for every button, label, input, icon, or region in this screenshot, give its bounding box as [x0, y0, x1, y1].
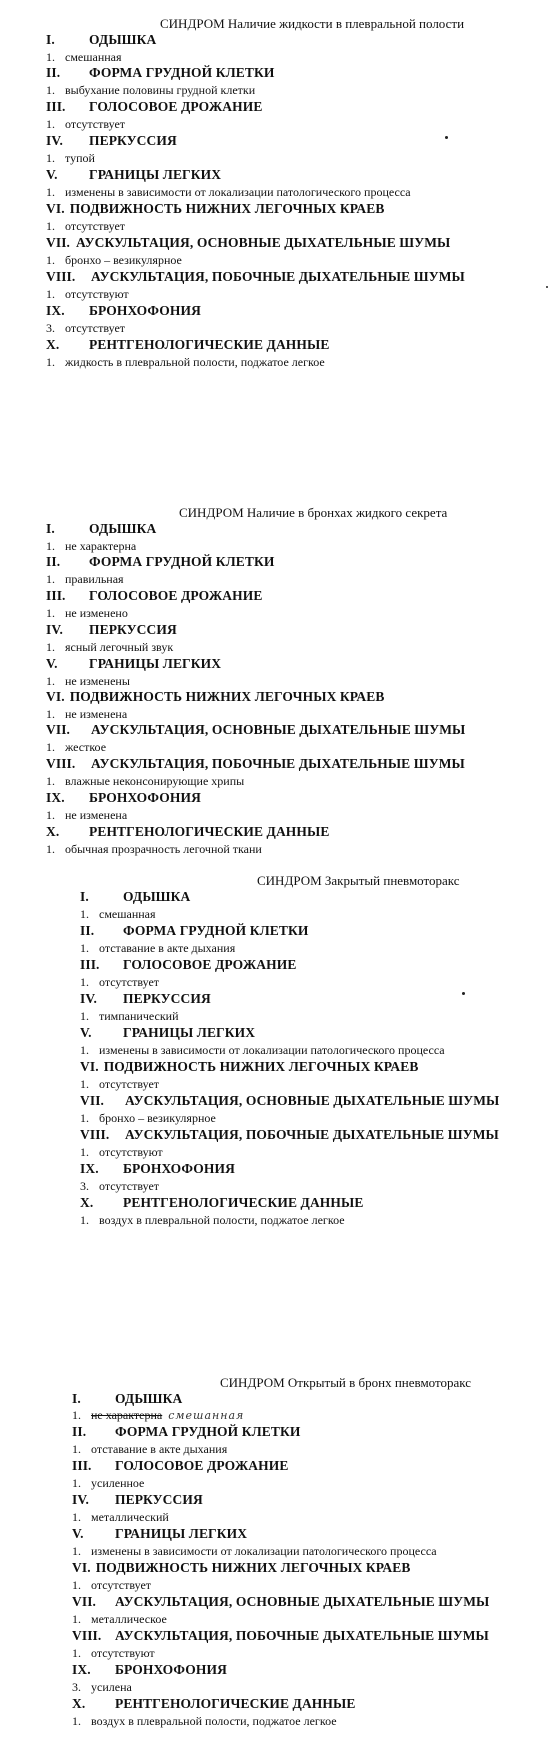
section-title: ГОЛОСОВОЕ ДРОЖАНИЕ — [89, 588, 263, 603]
answer-text: не изменены — [65, 674, 130, 688]
section-number: IV. — [72, 1492, 89, 1507]
handwritten-correction: смешанная — [168, 1409, 245, 1422]
section-answer — [46, 572, 124, 587]
answer-text: ясный легочный звук — [65, 640, 174, 654]
section-title: БРОНХОФОНИЯ — [89, 790, 201, 805]
section-answer — [80, 975, 159, 990]
answer-number: 1. — [46, 674, 55, 688]
section-heading — [72, 1424, 300, 1440]
answer-text: тимпанический — [99, 1009, 179, 1023]
section-answer — [46, 740, 106, 755]
answer-text: отсутствует — [99, 1077, 160, 1091]
section-answer — [46, 287, 129, 302]
section-title: БРОНХОФОНИЯ — [123, 1161, 235, 1176]
section-heading — [46, 656, 221, 672]
section-heading — [46, 689, 385, 705]
answer-number: 1. — [72, 1510, 81, 1524]
section-title: АУСКУЛЬТАЦИЯ, ПОБОЧНЫЕ ДЫХАТЕЛЬНЫЕ ШУМЫ — [91, 756, 465, 771]
section-title: ПОДВИЖНОСТЬ НИЖНИХ ЛЕГОЧНЫХ КРАЕВ — [95, 1560, 411, 1575]
answer-text: металлический — [91, 1510, 169, 1524]
section-number: IV. — [46, 622, 63, 637]
answer-number: 1. — [72, 1476, 81, 1490]
section-number: IX. — [80, 1161, 99, 1176]
answer-text: отсутствует — [91, 1578, 152, 1592]
section-title: ГРАНИЦЫ ЛЕГКИХ — [89, 167, 222, 182]
section-number: X. — [46, 337, 60, 352]
section-title: РЕНТГЕНОЛОГИЧЕСКИЕ ДАННЫЕ — [115, 1696, 356, 1711]
section-answer — [46, 674, 130, 689]
section-title: РЕНТГЕНОЛОГИЧЕСКИЕ ДАННЫЕ — [89, 337, 330, 352]
answer-number: 1. — [46, 117, 55, 131]
section-answer — [72, 1510, 169, 1525]
section-number: V. — [72, 1526, 84, 1541]
section-heading — [46, 790, 201, 806]
section-number: I. — [46, 521, 55, 536]
section-heading — [80, 1195, 363, 1211]
section-answer — [72, 1408, 244, 1423]
section-answer — [46, 83, 255, 98]
answer-text: жидкость в плевральной полости, поджатое легкое — [65, 355, 325, 369]
section-answer — [46, 151, 95, 166]
section-answer — [80, 1111, 216, 1126]
section-heading — [46, 554, 274, 570]
section-heading — [72, 1526, 247, 1542]
answer-number: 1. — [72, 1578, 81, 1592]
section-title: ОДЫШКА — [89, 32, 157, 47]
section-title: АУСКУЛЬТАЦИЯ, ПОБОЧНЫЕ ДЫХАТЕЛЬНЫЕ ШУМЫ — [125, 1127, 499, 1142]
section-title: ПЕРКУССИЯ — [89, 133, 177, 148]
section-heading — [46, 269, 465, 285]
answer-text: правильная — [65, 572, 124, 586]
section-heading — [72, 1662, 227, 1678]
section-number: VIII. — [46, 269, 76, 284]
section-heading — [46, 622, 177, 638]
section-number: III. — [46, 588, 66, 603]
answer-text: не изменено — [65, 606, 128, 620]
section-heading — [72, 1696, 355, 1712]
section-answer — [80, 1145, 163, 1160]
section-answer — [72, 1680, 132, 1695]
section-number: VI. — [72, 1560, 91, 1575]
section-number: VII. — [72, 1594, 97, 1609]
section-answer — [80, 1179, 159, 1194]
scan-speck — [546, 286, 548, 288]
section-number: I. — [72, 1391, 81, 1406]
section-number: I. — [80, 889, 89, 904]
section-heading — [80, 923, 308, 939]
section-answer — [72, 1714, 337, 1729]
section-answer — [46, 774, 244, 789]
answer-number: 1. — [46, 640, 55, 654]
section-answer — [46, 50, 122, 65]
section-number: VI. — [46, 689, 65, 704]
section-heading — [46, 303, 201, 319]
section-number: IV. — [80, 991, 97, 1006]
syndrome-title: СИНДРОМ Наличие жидкости в плевральной полости — [160, 16, 465, 31]
section-heading — [72, 1492, 203, 1508]
section-title: ГОЛОСОВОЕ ДРОЖАНИЕ — [89, 99, 263, 114]
answer-number: 1. — [46, 185, 55, 199]
section-number: V. — [46, 656, 58, 671]
section-heading — [80, 957, 296, 973]
answer-text: отсутствуют — [91, 1646, 155, 1660]
section-answer — [72, 1612, 167, 1627]
section-number: X. — [46, 824, 60, 839]
section-heading — [72, 1391, 182, 1407]
answer-number: 1. — [80, 1145, 89, 1159]
answer-number: 1. — [72, 1408, 81, 1422]
section-title: ПЕРКУССИЯ — [123, 991, 211, 1006]
section-number: VIII. — [80, 1127, 110, 1142]
section-title: ОДЫШКА — [115, 1391, 183, 1406]
scan-speck — [462, 992, 465, 995]
section-number: II. — [46, 554, 61, 569]
answer-text: отсутствует — [99, 1179, 160, 1193]
answer-text: отставание в акте дыхания — [91, 1442, 228, 1456]
section-answer — [72, 1544, 437, 1559]
answer-text: изменены в зависимости от локализации патологического процесса — [65, 185, 411, 199]
answer-number: 1. — [46, 740, 55, 754]
answer-text: бронхо – везикулярное — [65, 253, 182, 267]
answer-number: 1. — [46, 842, 55, 856]
section-heading — [80, 1161, 235, 1177]
section-answer — [72, 1578, 151, 1593]
answer-number: 3. — [72, 1680, 81, 1694]
answer-text: отсутствует — [99, 975, 160, 989]
section-answer — [80, 907, 156, 922]
answer-text: не изменена — [65, 707, 128, 721]
answer-number: 1. — [80, 1043, 89, 1057]
section-title: РЕНТГЕНОЛОГИЧЕСКИЕ ДАННЫЕ — [123, 1195, 364, 1210]
syndrome-title: СИНДРОМ Наличие в бронхах жидкого секрета — [179, 505, 448, 520]
section-title: ОДЫШКА — [89, 521, 157, 536]
answer-text: отсутствуют — [65, 287, 129, 301]
section-heading — [80, 1059, 419, 1075]
section-heading — [80, 1025, 255, 1041]
answer-text: изменены в зависимости от локализации патологического процесса — [99, 1043, 445, 1057]
answer-text: металлическое — [91, 1612, 167, 1626]
answer-text-struck: не характерна — [91, 1408, 163, 1422]
answer-text: смешанная — [65, 50, 122, 64]
section-number: VIII. — [46, 756, 76, 771]
answer-text: не изменена — [65, 808, 128, 822]
section-heading — [46, 167, 221, 183]
section-heading — [72, 1458, 288, 1474]
section-answer — [46, 253, 182, 268]
section-title: ОДЫШКА — [123, 889, 191, 904]
answer-number: 1. — [80, 941, 89, 955]
section-number: VIII. — [72, 1628, 102, 1643]
section-answer — [80, 1213, 345, 1228]
answer-text: влажные неконсонирующие хрипы — [65, 774, 245, 788]
section-heading — [80, 889, 190, 905]
section-heading — [46, 337, 329, 353]
answer-number: 1. — [46, 287, 55, 301]
section-answer — [46, 355, 325, 370]
answer-number: 1. — [46, 151, 55, 165]
section-heading — [80, 991, 211, 1007]
scan-speck — [445, 136, 448, 139]
answer-text: смешанная — [99, 907, 156, 921]
section-number: VII. — [46, 722, 71, 737]
answer-number: 1. — [46, 253, 55, 267]
section-heading — [46, 588, 262, 604]
section-answer — [46, 321, 125, 336]
section-number: III. — [72, 1458, 92, 1473]
answer-text: усилена — [91, 1680, 132, 1694]
answer-text: отсутствует — [65, 321, 126, 335]
section-title: БРОНХОФОНИЯ — [89, 303, 201, 318]
section-answer — [46, 117, 125, 132]
section-title: РЕНТГЕНОЛОГИЧЕСКИЕ ДАННЫЕ — [89, 824, 330, 839]
answer-text: тупой — [65, 151, 95, 165]
section-heading — [46, 32, 156, 48]
section-title: АУСКУЛЬТАЦИЯ, ОСНОВНЫЕ ДЫХАТЕЛЬНЫЕ ШУМЫ — [91, 722, 466, 737]
section-answer — [46, 808, 127, 823]
section-heading — [72, 1628, 489, 1644]
answer-number: 1. — [80, 1077, 89, 1091]
section-number: IX. — [46, 790, 65, 805]
section-heading — [80, 1127, 499, 1143]
answer-number: 1. — [72, 1442, 81, 1456]
section-number: VI. — [80, 1059, 99, 1074]
section-title: ГОЛОСОВОЕ ДРОЖАНИЕ — [115, 1458, 289, 1473]
section-answer — [80, 941, 235, 956]
answer-number: 1. — [72, 1646, 81, 1660]
section-number: VII. — [46, 235, 71, 250]
section-title: АУСКУЛЬТАЦИЯ, ОСНОВНЫЕ ДЫХАТЕЛЬНЫЕ ШУМЫ — [125, 1093, 500, 1108]
section-title: АУСКУЛЬТАЦИЯ, ОСНОВНЫЕ ДЫХАТЕЛЬНЫЕ ШУМЫ — [76, 235, 451, 250]
section-title: ФОРМА ГРУДНОЙ КЛЕТКИ — [89, 65, 275, 80]
answer-number: 1. — [46, 707, 55, 721]
answer-number: 1. — [46, 572, 55, 586]
section-heading — [46, 235, 450, 251]
section-answer — [72, 1646, 155, 1661]
section-title: ФОРМА ГРУДНОЙ КЛЕТКИ — [89, 554, 275, 569]
section-answer — [80, 1077, 159, 1092]
section-number: IX. — [46, 303, 65, 318]
section-number: III. — [80, 957, 100, 972]
section-answer — [72, 1442, 227, 1457]
section-title: ГРАНИЦЫ ЛЕГКИХ — [89, 656, 222, 671]
section-number: V. — [80, 1025, 92, 1040]
section-number: II. — [46, 65, 61, 80]
section-answer — [46, 606, 128, 621]
answer-number: 1. — [80, 975, 89, 989]
section-answer — [80, 1009, 179, 1024]
section-number: X. — [80, 1195, 94, 1210]
answer-text: изменены в зависимости от локализации патологического процесса — [91, 1544, 437, 1558]
answer-number: 3. — [46, 321, 55, 335]
answer-text: отсутствует — [65, 219, 126, 233]
answer-text: жесткое — [65, 740, 107, 754]
answer-number: 1. — [46, 50, 55, 64]
section-answer — [72, 1476, 144, 1491]
syndrome-title: СИНДРОМ Закрытый пневмоторакс — [257, 873, 460, 888]
section-title: ПЕРКУССИЯ — [89, 622, 177, 637]
section-title: ПОДВИЖНОСТЬ НИЖНИХ ЛЕГОЧНЫХ КРАЕВ — [69, 201, 385, 216]
section-number: VI. — [46, 201, 65, 216]
section-heading — [46, 65, 274, 81]
section-title: ГОЛОСОВОЕ ДРОЖАНИЕ — [123, 957, 297, 972]
section-number: VII. — [80, 1093, 105, 1108]
section-answer — [80, 1043, 445, 1058]
section-number: V. — [46, 167, 58, 182]
answer-text: отсутствует — [65, 117, 126, 131]
section-answer — [46, 640, 173, 655]
section-heading — [46, 201, 385, 217]
answer-text: отсутствуют — [99, 1145, 163, 1159]
section-answer — [46, 219, 125, 234]
answer-text: усиленное — [91, 1476, 145, 1490]
syndrome-title: СИНДРОМ Открытый в бронх пневмоторакс — [220, 1375, 472, 1390]
answer-number: 1. — [72, 1544, 81, 1558]
section-answer — [46, 842, 262, 857]
section-number: IV. — [46, 133, 63, 148]
answer-number: 1. — [46, 808, 55, 822]
answer-number: 1. — [46, 606, 55, 620]
section-heading — [46, 756, 465, 772]
section-heading — [72, 1560, 411, 1576]
section-number: II. — [80, 923, 95, 938]
answer-number: 1. — [46, 219, 55, 233]
answer-number: 1. — [80, 907, 89, 921]
section-heading — [46, 99, 262, 115]
section-answer — [46, 185, 411, 200]
answer-text: воздух в плевральной полости, поджатое легкое — [91, 1714, 337, 1728]
section-heading — [46, 133, 177, 149]
section-title: ФОРМА ГРУДНОЙ КЛЕТКИ — [123, 923, 309, 938]
section-number: I. — [46, 32, 55, 47]
section-title: ФОРМА ГРУДНОЙ КЛЕТКИ — [115, 1424, 301, 1439]
answer-number: 1. — [46, 774, 55, 788]
section-title: ПОДВИЖНОСТЬ НИЖНИХ ЛЕГОЧНЫХ КРАЕВ — [103, 1059, 419, 1074]
section-title: ГРАНИЦЫ ЛЕГКИХ — [123, 1025, 256, 1040]
section-number: II. — [72, 1424, 87, 1439]
answer-number: 1. — [80, 1009, 89, 1023]
answer-number: 1. — [80, 1111, 89, 1125]
answer-number: 3. — [80, 1179, 89, 1193]
section-title: ПЕРКУССИЯ — [115, 1492, 203, 1507]
section-title: АУСКУЛЬТАЦИЯ, ПОБОЧНЫЕ ДЫХАТЕЛЬНЫЕ ШУМЫ — [115, 1628, 489, 1643]
section-heading — [72, 1594, 489, 1610]
answer-number: 1. — [46, 539, 55, 553]
answer-text: отставание в акте дыхания — [99, 941, 236, 955]
section-heading — [80, 1093, 499, 1109]
section-answer — [46, 707, 127, 722]
section-heading — [46, 824, 329, 840]
section-title: ГРАНИЦЫ ЛЕГКИХ — [115, 1526, 248, 1541]
answer-text: выбухание половины грудной клетки — [65, 83, 256, 97]
section-number: III. — [46, 99, 66, 114]
section-title: АУСКУЛЬТАЦИЯ, ОСНОВНЫЕ ДЫХАТЕЛЬНЫЕ ШУМЫ — [115, 1594, 490, 1609]
answer-text: воздух в плевральной полости, поджатое легкое — [99, 1213, 345, 1227]
section-heading — [46, 521, 156, 537]
answer-number: 1. — [72, 1612, 81, 1626]
section-title: БРОНХОФОНИЯ — [115, 1662, 227, 1677]
answer-text: обычная прозрачность легочной ткани — [65, 842, 262, 856]
section-title: ПОДВИЖНОСТЬ НИЖНИХ ЛЕГОЧНЫХ КРАЕВ — [69, 689, 385, 704]
answer-text: бронхо – везикулярное — [99, 1111, 216, 1125]
answer-text: не характерна — [65, 539, 137, 553]
answer-number: 1. — [72, 1714, 81, 1728]
section-answer — [46, 539, 136, 554]
section-number: X. — [72, 1696, 86, 1711]
section-number: IX. — [72, 1662, 91, 1677]
section-title: АУСКУЛЬТАЦИЯ, ПОБОЧНЫЕ ДЫХАТЕЛЬНЫЕ ШУМЫ — [91, 269, 465, 284]
answer-number: 1. — [46, 83, 55, 97]
answer-number: 1. — [80, 1213, 89, 1227]
section-heading — [46, 722, 465, 738]
answer-number: 1. — [46, 355, 55, 369]
